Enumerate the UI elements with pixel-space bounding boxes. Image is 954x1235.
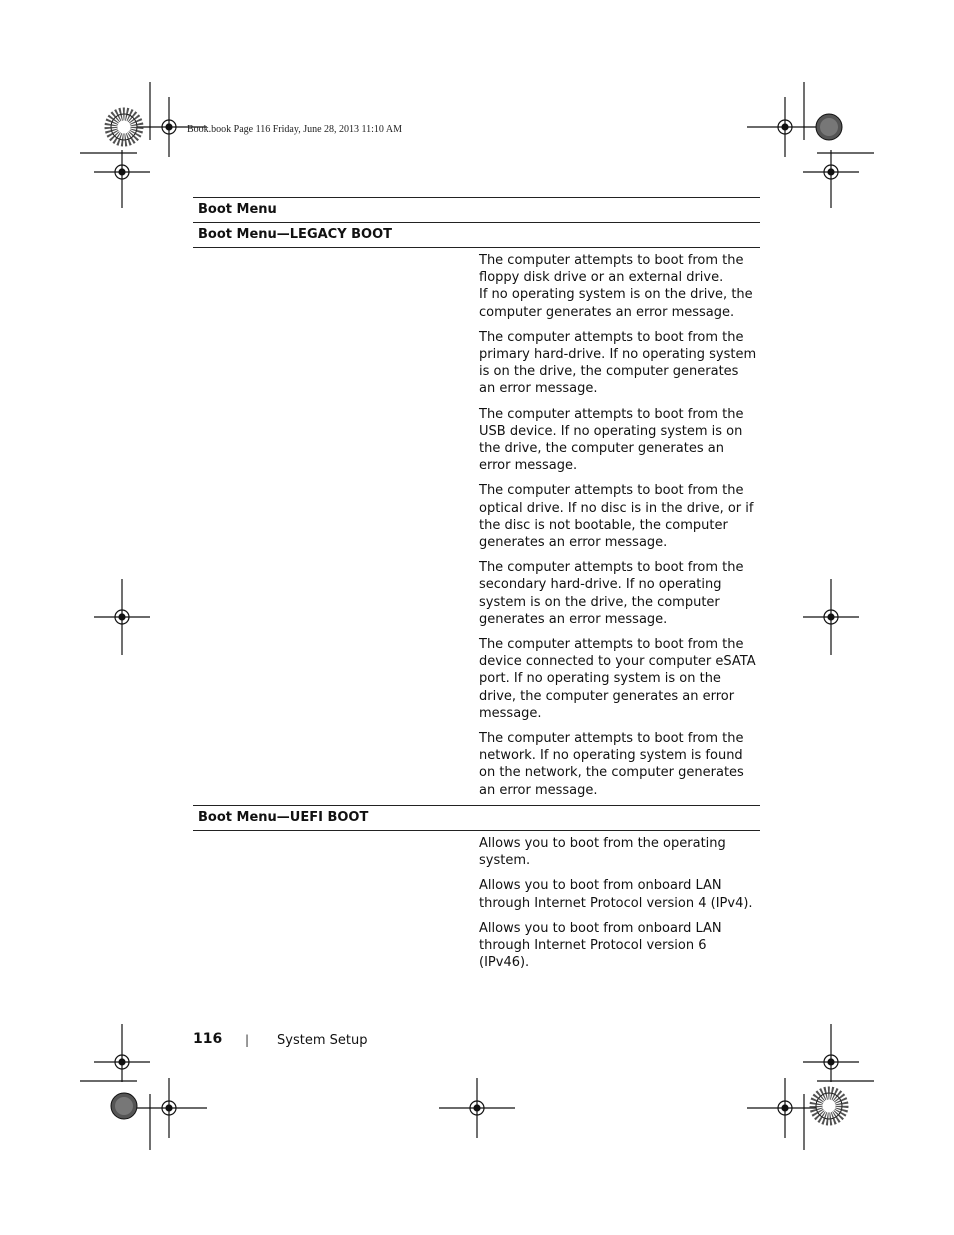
page-number: 116 (193, 1031, 223, 1047)
list-item: The computer attempts to boot from the network. If no operating system is found on the network, the computer generates an error message. (479, 731, 744, 798)
list-item: The computer attempts to boot from the optical drive. If no disc is in the drive, or if the disc is not bootable, the computer generates an error message. (479, 483, 754, 551)
description-column (475, 248, 760, 805)
list-item: The computer attempts to boot from the device connected to your computer eSATA port. If no operating system is on the drive, the computer generates an error message. (479, 637, 756, 721)
list-item: The computer attempts to boot from the USB device. If no operating system is on the drive, the computer generates an error message. (479, 406, 744, 474)
description-column (475, 831, 760, 977)
footer-separator: | (245, 1033, 250, 1047)
uefi-boot-row (193, 831, 760, 977)
table-header: Boot Menu (193, 197, 760, 223)
list-item: Allows you to boot from onboard LAN through Internet Protocol version 4 (IPv4). (479, 878, 753, 911)
list-item: The computer attempts to boot from the primary hard-drive. If no operating system is on the drive, the computer generates an error message. (479, 329, 757, 397)
section-title: System Setup (277, 1033, 368, 1048)
boot-menu-table (193, 197, 760, 977)
list-item: The computer attempts to boot from the floppy disk drive or an external drive. If no operating system is on the drive, the computer generates an error message. (479, 253, 753, 320)
list-item: Allows you to boot from onboard LAN through Internet Protocol version 6 (IPv46). (479, 920, 722, 971)
legacy-boot-header: Boot Menu—LEGACY BOOT (193, 223, 760, 248)
option-column (193, 248, 475, 805)
uefi-boot-header: Boot Menu—UEFI BOOT (193, 806, 760, 831)
list-item: The computer attempts to boot from the secondary hard-drive. If no operating system is on the drive, the computer generates an error message. (479, 560, 744, 627)
list-item: Allows you to boot from the operating system. (479, 835, 726, 869)
option-column (193, 831, 475, 977)
legacy-boot-row (193, 248, 760, 806)
print-slug: Book.book Page 116 Friday, June 28, 2013 11:10 AM (187, 124, 402, 135)
